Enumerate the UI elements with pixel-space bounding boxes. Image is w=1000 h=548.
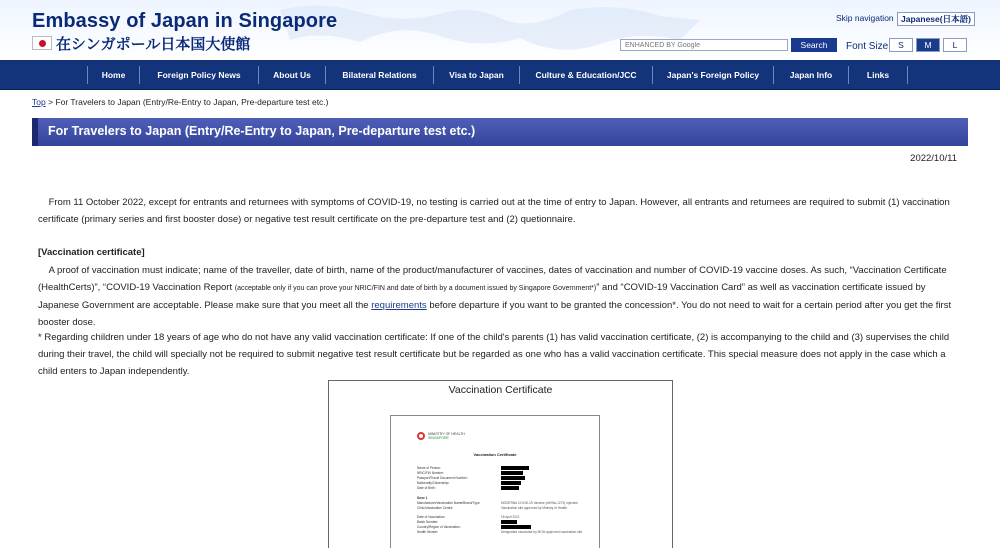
- cert-dose-field: Batch Number:: [417, 520, 439, 524]
- breadcrumb-top-link[interactable]: Top: [32, 97, 46, 107]
- breadcrumb-current: For Travelers to Japan (Entry/Re-Entry to Japan, Pre-departure test etc.): [55, 97, 329, 107]
- nav-divider: [907, 66, 908, 84]
- moh-org: MINISTRY OF HEALTH: [428, 432, 465, 436]
- nav-item-links[interactable]: Links: [866, 70, 890, 80]
- cert-dose-field: Date of Vaccination:: [417, 515, 446, 519]
- nav-item-bilateral-relations[interactable]: Bilateral Relations: [342, 70, 417, 80]
- main-navigation: [0, 60, 1000, 90]
- font-size-large-button[interactable]: L: [943, 38, 967, 52]
- breadcrumb-separator: >: [48, 97, 54, 107]
- cert-dose-field: Health Worker:: [417, 530, 439, 534]
- nav-item-about-us[interactable]: About Us: [273, 70, 311, 80]
- cert-field: Passport/Travel Document Number:: [417, 476, 468, 480]
- cert-field: Date of Birth:: [417, 486, 436, 490]
- moh-org-sub: SINGAPORE: [428, 436, 449, 440]
- intro-paragraph: [38, 194, 960, 228]
- nav-item-japans-foreign-policy[interactable]: Japan's Foreign Policy: [666, 70, 760, 80]
- cert-dose-field: Country/Region of Vaccination:: [417, 525, 461, 529]
- breadcrumb: [32, 97, 329, 107]
- vaccination-text-a: A proof of vaccination must indicate; name of the traveller, date of birth, name of the product/manufacturer of vaccines, dates of vaccination and number of COVID-19 vaccine doses. As such, “Vaccination Certificate (HealthCerts)”, “COVID-19 Vaccination Report: [38, 265, 947, 293]
- font-size-label: Font Size: [846, 41, 889, 52]
- redaction-bar: [501, 520, 517, 524]
- search-input[interactable]: [620, 39, 788, 51]
- cert-dose-value: 18 April 2021: [501, 515, 520, 519]
- moh-org-name: [428, 432, 465, 440]
- vaccination-heading: [Vaccination certificate]: [38, 247, 145, 258]
- site-title-japanese[interactable]: 在シンガポール日本国大使館: [56, 36, 251, 53]
- cert-dose-value: MODERNA COVID-19 Vaccine (mRNA-1273) Injection: [501, 501, 578, 505]
- page-title-bar: [32, 118, 968, 146]
- intro-text: From 11 October 2022, except for entrants and returnees with symptoms of COVID-19, no testing is carried out at the time of entry to Japan. However, all entrants and returnees are required to submit (1) vaccination certificate (primary series and first booster dose) or negative test result certificate on the pre-departure test and (2) quetionnaire.: [38, 197, 950, 225]
- cert-field: Nationality/Citizenship:: [417, 481, 450, 485]
- japan-flag-icon: [32, 36, 52, 50]
- cert-dose-label: Dose 1: [417, 496, 428, 500]
- nav-item-foreign-policy-news[interactable]: Foreign Policy News: [157, 70, 241, 80]
- site-title[interactable]: Embassy of Japan in Singapore: [32, 10, 338, 32]
- redaction-bar: [501, 525, 531, 529]
- certificate-doc-title: Vaccination Certificate: [473, 452, 517, 457]
- search-button[interactable]: Search: [791, 38, 837, 52]
- redaction-bar: [501, 471, 523, 475]
- site-header: [0, 0, 1000, 60]
- page-title: For Travelers to Japan (Entry/Re-Entry to Japan, Pre-departure test etc.): [48, 124, 476, 138]
- certificate-caption: Vaccination Certificate: [448, 384, 553, 396]
- redaction-bar: [501, 486, 519, 490]
- vaccination-small-note: (acceptable only if you can prove your NRIC/FIN and date of birth by a document issued by Singapore Government*): [234, 285, 597, 292]
- cert-dose-field: Manufacturer/Vaccination Name/Brand/Type:: [417, 501, 481, 505]
- cert-field: Name of Person:: [417, 466, 441, 470]
- vaccination-text-b: ” and “COVID-19 Vaccination Card” as well as vaccination certificate issued by Japanese Government are acceptable. Please make sure that you meet all the: [38, 282, 926, 311]
- cert-dose-value: Vaccination site approved by Ministry of Health: [501, 506, 568, 510]
- nav-item-japan-info[interactable]: Japan Info: [789, 70, 833, 80]
- cert-dose-field: Clinic/Vaccination Centre:: [417, 506, 454, 510]
- children-note: * Regarding children under 18 years of age who do not have any valid vaccination certificate: If one of the child's parents (1) has valid vaccination certificate, (2) is accompanying to the child and (3) supervises the child during their travel, the child will specially not be required to submit negative test result certificate but be regarded as one who has a valid vaccination certificate. This special measure does not apply in the case which a child enters to Japan independently.: [38, 332, 950, 377]
- certificate-document: [390, 415, 600, 548]
- redaction-bar: [501, 481, 521, 485]
- publish-date: 2022/10/11: [910, 153, 957, 164]
- vaccination-paragraph: [38, 262, 960, 331]
- cert-field: NRIC/FIN Number:: [417, 471, 444, 475]
- requirements-link[interactable]: requirements: [371, 300, 427, 311]
- moh-logo-icon: [417, 432, 425, 440]
- skip-navigation-link[interactable]: Skip navigation: [836, 13, 894, 23]
- vaccination-text-c: before departure if you want to be granted the concession*. You do not need to wait for a certain period after you get the first booster dose.: [38, 300, 952, 328]
- nav-item-culture-education[interactable]: Culture & Education/JCC: [535, 70, 637, 80]
- font-size-small-button[interactable]: S: [889, 38, 913, 52]
- japanese-language-button[interactable]: Japanese(日本語): [897, 12, 975, 26]
- vaccination-certificate-image: [328, 380, 673, 548]
- redaction-bar: [501, 476, 525, 480]
- nav-item-visa-to-japan[interactable]: Visa to Japan: [449, 70, 504, 80]
- redaction-bar: [501, 466, 529, 470]
- nav-item-home[interactable]: Home: [101, 70, 126, 80]
- cert-dose-value: Designated vaccinator by MOH-approved vaccination site: [501, 530, 583, 534]
- font-size-medium-button[interactable]: M: [916, 38, 940, 52]
